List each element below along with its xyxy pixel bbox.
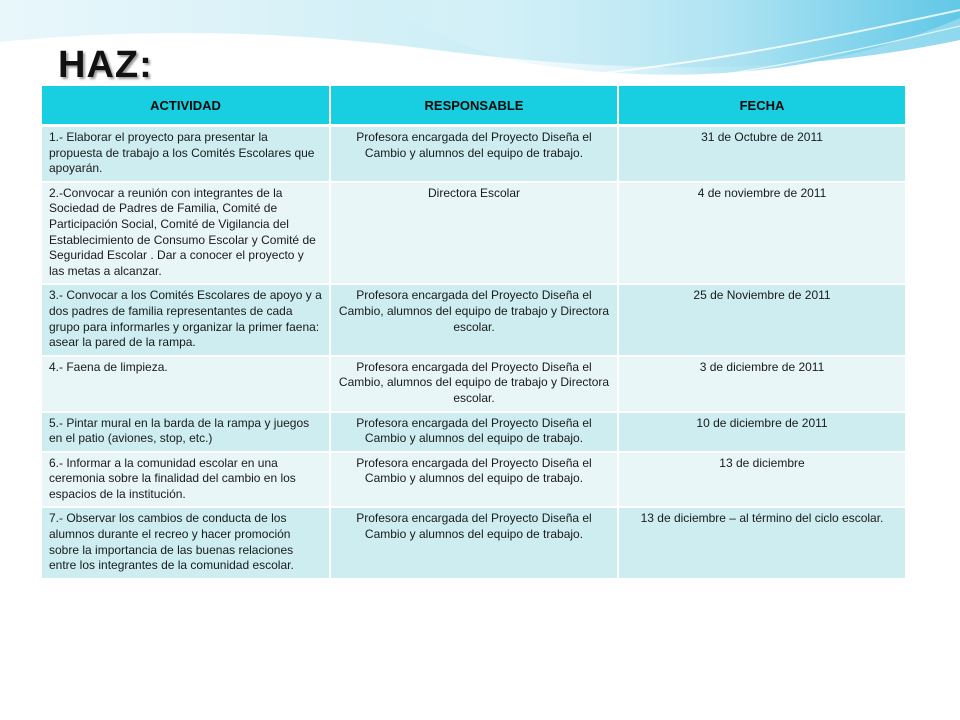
cell-fecha: 4 de noviembre de 2011 (618, 182, 906, 285)
cell-actividad: 2.-Convocar a reunión con integrantes de la Sociedad de Padres de Familia, Comité de Participación Social, Comité de Vigilancia del Establecimiento de Consumo Escolar y Comité de Seguridad Escolar . Dar a conocer el proyecto y las metas a alcanzar. (42, 182, 330, 285)
cell-fecha: 3 de diciembre de 2011 (618, 356, 906, 412)
cell-fecha: 10 de diciembre de 2011 (618, 412, 906, 452)
cell-actividad: 6.- Informar a la comunidad escolar en una ceremonia sobre la finalidad del cambio en los espacios de la institución. (42, 452, 330, 508)
table-row (42, 284, 906, 355)
header-responsable: RESPONSABLE (330, 86, 618, 126)
activity-table (42, 86, 907, 580)
cell-responsable: Profesora encargada del Proyecto Diseña el Cambio y alumnos del equipo de trabajo. (330, 126, 618, 182)
table-header-row (42, 86, 906, 126)
cell-responsable: Profesora encargada del Proyecto Diseña el Cambio, alumnos del equipo de trabajo y Directora escolar. (330, 356, 618, 412)
cell-actividad: 1.- Elaborar el proyecto para presentar la propuesta de trabajo a los Comités Escolares que apoyarán. (42, 126, 330, 182)
cell-fecha: 13 de diciembre (618, 452, 906, 508)
table-row (42, 356, 906, 412)
cell-actividad: 3.- Convocar a los Comités Escolares de apoyo y a dos padres de familia representantes de cada grupo para informarles y organizar la primer faena: asear la pared de la rampa. (42, 284, 330, 355)
cell-actividad: 5.- Pintar mural en la barda de la rampa y juegos en el patio (aviones, stop, etc.) (42, 412, 330, 452)
table-row (42, 412, 906, 452)
slide-title: HAZ: (58, 44, 153, 86)
cell-responsable: Profesora encargada del Proyecto Diseña el Cambio y alumnos del equipo de trabajo. (330, 507, 618, 578)
cell-responsable: Profesora encargada del Proyecto Diseña el Cambio y alumnos del equipo de trabajo. (330, 412, 618, 452)
table-row (42, 507, 906, 578)
header-fecha: FECHA (618, 86, 906, 126)
cell-responsable: Profesora encargada del Proyecto Diseña el Cambio, alumnos del equipo de trabajo y Directora escolar. (330, 284, 618, 355)
cell-fecha: 31 de Octubre de 2011 (618, 126, 906, 182)
table-row (42, 126, 906, 182)
cell-actividad: 4.- Faena de limpieza. (42, 356, 330, 412)
table-row (42, 452, 906, 508)
table-row (42, 182, 906, 285)
cell-fecha: 25 de Noviembre de 2011 (618, 284, 906, 355)
cell-actividad: 7.- Observar los cambios de conducta de los alumnos durante el recreo y hacer promoción sobre la importancia de las buenas relaciones entre los integrantes de la comunidad escolar. (42, 507, 330, 578)
cell-fecha: 13 de diciembre – al término del ciclo escolar. (618, 507, 906, 578)
header-actividad: ACTIVIDAD (42, 86, 330, 126)
cell-responsable: Directora Escolar (330, 182, 618, 285)
cell-responsable: Profesora encargada del Proyecto Diseña el Cambio y alumnos del equipo de trabajo. (330, 452, 618, 508)
